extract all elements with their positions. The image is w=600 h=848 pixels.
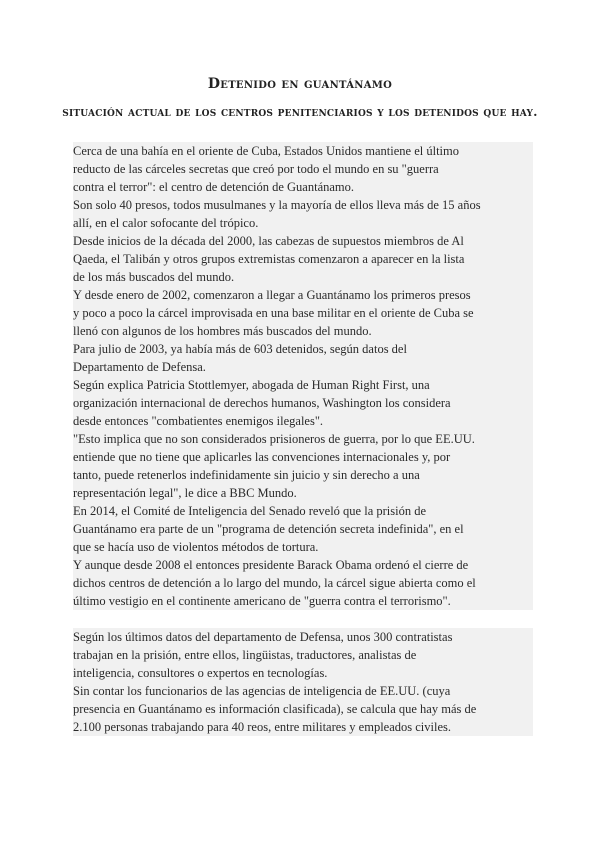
text-line: y poco a poco la cárcel improvisada en una base militar en el oriente de Cuba se	[73, 306, 474, 320]
text-line: entiende que no tiene que aplicarles las convenciones internacionales y, por	[73, 450, 451, 464]
text-line: Para julio de 2003, ya había más de 603 detenidos, según datos del	[73, 342, 407, 356]
text-line: En 2014, el Comité de Inteligencia del Senado reveló que la prisión de	[73, 504, 427, 518]
text-line: Qaeda, el Talibán y otros grupos extremistas comenzaron a aparecer en la lista	[73, 252, 465, 266]
text-line: 2.100 personas trabajando para 40 reos, entre militares y empleados civiles.	[73, 720, 452, 734]
text-line: Son solo 40 presos, todos musulmanes y la mayoría de ellos lleva más de 15 años	[73, 198, 481, 212]
paragraph	[73, 142, 533, 196]
text-line: trabajan en la prisión, entre ellos, lingüistas, traductores, analistas de	[73, 648, 417, 662]
paragraph	[73, 232, 533, 286]
document-title: Detenido en guantánamo	[207, 76, 393, 92]
text-line: contra el terror": el centro de detención de Guantánamo.	[73, 180, 355, 194]
document-body	[73, 142, 533, 736]
text-line: Departamento de Defensa.	[73, 360, 206, 374]
text-line: "Esto implica que no son considerados prisioneros de guerra, por lo que EE.UU.	[73, 432, 475, 446]
paragraph	[73, 430, 533, 502]
paragraph	[73, 502, 533, 556]
text-line: organización internacional de derechos humanos, Washington los considera	[73, 396, 451, 410]
text-line: Y aunque desde 2008 el entonces presidente Barack Obama ordenó el cierre de	[73, 558, 469, 572]
text-line: allí, en el calor sofocante del trópico.	[73, 216, 259, 230]
text-line: Y desde enero de 2002, comenzaron a llegar a Guantánamo los primeros presos	[73, 288, 471, 302]
paragraph	[73, 556, 533, 610]
text-line: tanto, puede retenerlos indefinidamente sin juicio y sin derecho a una	[73, 468, 420, 482]
document-subtitle: situación actual de los centros penitenciarios y los detenidos que hay.	[62, 104, 538, 119]
text-line: Desde inicios de la década del 2000, las cabezas de supuestos miembros de Al	[73, 234, 464, 248]
text-line: de los más buscados del mundo.	[73, 270, 235, 284]
text-line: Según explica Patricia Stottlemyer, abogada de Human Right First, una	[73, 378, 430, 392]
text-line: reducto de las cárceles secretas que creó por todo el mundo en su "guerra	[73, 162, 439, 176]
text-line: desde entonces "combatientes enemigos ilegales".	[73, 414, 324, 428]
text-line: Guantánamo era parte de un "programa de detención secreta indefinida", en el	[73, 522, 464, 536]
text-block	[73, 142, 533, 610]
text-line: que se hacía uso de violentos métodos de tortura.	[73, 540, 319, 554]
text-block	[73, 628, 533, 736]
paragraph	[73, 682, 533, 736]
text-line: presencia en Guantánamo es información clasificada), se calcula que hay más de	[73, 702, 477, 716]
text-line: Cerca de una bahía en el oriente de Cuba, Estados Unidos mantiene el último	[73, 144, 459, 158]
paragraph	[73, 628, 533, 682]
text-line: dichos centros de detención a lo largo del mundo, la cárcel sigue abierta como el	[73, 576, 476, 590]
paragraph	[73, 196, 533, 232]
text-line: último vestigio en el continente americano de "guerra contra el terrorismo".	[73, 594, 451, 608]
paragraph	[73, 340, 533, 376]
text-line: llenó con algunos de los hombres más buscados del mundo.	[73, 324, 372, 338]
text-line: Según los últimos datos del departamento de Defensa, unos 300 contratistas	[73, 630, 453, 644]
text-line: representación legal", le dice a BBC Mundo.	[73, 486, 297, 500]
text-line: Sin contar los funcionarios de las agencias de inteligencia de EE.UU. (cuya	[73, 684, 451, 698]
text-line: inteligencia, consultores o expertos en tecnologías.	[73, 666, 328, 680]
paragraph	[73, 376, 533, 430]
paragraph	[73, 286, 533, 340]
